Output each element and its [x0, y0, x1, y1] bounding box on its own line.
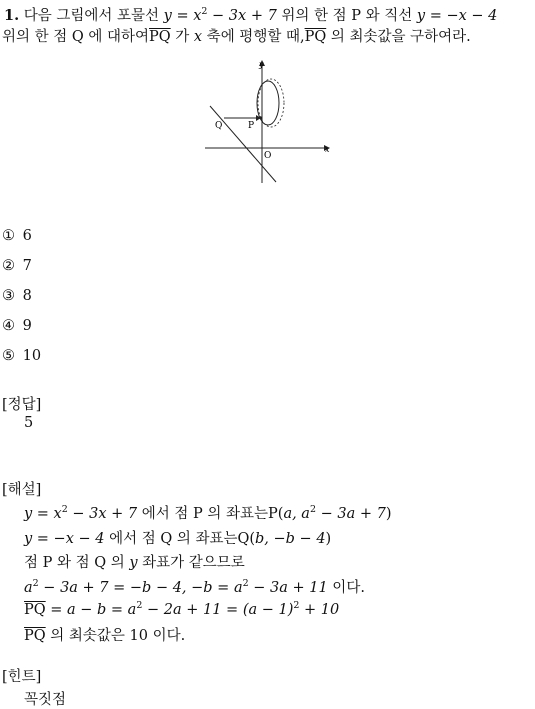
math-expression: − 3a + 7 = −b − 4, −b = a — [38, 580, 243, 596]
choice-value: 6 — [22, 228, 32, 244]
math-exponent: 2 — [293, 600, 300, 611]
answer-heading: [정답] — [2, 397, 42, 413]
question-text: 가 — [170, 29, 194, 45]
hint-value: 꼭짓점 — [24, 692, 67, 708]
math-expression: = a − b = a — [45, 602, 137, 618]
choice-3[interactable] — [2, 288, 32, 304]
label-y: y — [259, 60, 264, 69]
solution-line-5 — [24, 600, 339, 618]
label-p: P — [248, 121, 255, 131]
choice-value: 9 — [22, 318, 32, 334]
question-text: 위의 한 점 Q 에 대하여 — [2, 29, 149, 45]
math-expression: − 2a + 11 = (a − 1) — [142, 602, 294, 618]
math-exponent: 2 — [32, 578, 39, 589]
choice-2[interactable] — [2, 258, 32, 274]
math-exponent: 2 — [61, 504, 68, 515]
math-expression: − 3a + 7 — [316, 506, 386, 522]
choice-value: 10 — [22, 348, 42, 364]
solution-text: ) — [325, 531, 332, 547]
label-origin: O — [264, 151, 272, 161]
solution-text: 점 P 와 점 Q 의 — [24, 555, 130, 571]
math-expression: y = x — [24, 506, 62, 522]
line-graph — [210, 106, 276, 182]
math-expression: − 3x + 7 — [67, 506, 138, 522]
question-text: 다음 그림에서 포물선 — [23, 8, 164, 24]
choice-4[interactable] — [2, 318, 32, 334]
question-text: 의 최솟값을 구하여라. — [326, 29, 471, 45]
segment-pq: $\overline{PQ}$ — [24, 602, 46, 618]
solution-line-6 — [24, 624, 185, 645]
question-line-1 — [4, 4, 497, 25]
answer-value: 5 — [24, 415, 34, 431]
segment-pq: $\overline{PQ}$ — [149, 29, 171, 45]
solution-line-2 — [24, 527, 331, 548]
graph-figure — [200, 58, 335, 188]
solution-text: 좌표가 같으므로 — [137, 555, 245, 571]
solution-text: 에서 점 P 의 좌표는P( — [137, 506, 284, 522]
choice-value: 8 — [22, 288, 32, 304]
choice-mark: ⑤ — [2, 348, 15, 364]
math-exponent: 2 — [242, 578, 249, 589]
solution-text: 이다. — [327, 580, 365, 596]
choice-mark: ② — [2, 258, 15, 274]
question-number: 1. — [4, 7, 20, 24]
solution-line-1 — [24, 502, 392, 523]
segment-pq: $\overline{PQ}$ — [304, 29, 327, 45]
question-line-2 — [2, 25, 471, 46]
math-variable: y — [129, 555, 138, 571]
solution-heading: [해설] — [2, 482, 42, 498]
choice-value: 7 — [22, 258, 32, 274]
choice-1[interactable] — [2, 228, 32, 244]
math-expression: b, −b − 4 — [255, 531, 326, 547]
label-q: Q — [215, 121, 223, 131]
math-expression: y = −x − 4 — [416, 8, 498, 24]
math-expression: y = x — [163, 8, 202, 24]
hint-heading: [힌트] — [2, 669, 42, 685]
math-variable: x — [193, 29, 203, 45]
solution-text: ) — [385, 506, 392, 522]
choice-mark: ③ — [2, 288, 15, 304]
math-expression: a — [24, 580, 33, 596]
solution-text: 에서 점 Q 의 좌표는Q( — [104, 531, 256, 547]
math-expression: − 3a + 11 — [248, 580, 328, 596]
math-expression: y = −x − 4 — [24, 531, 105, 547]
label-x: x — [325, 145, 330, 154]
question-text: 축에 평행할 때, — [202, 29, 305, 45]
solution-text: 의 최솟값은 10 이다. — [45, 628, 186, 644]
choice-mark: ④ — [2, 318, 15, 334]
math-exponent: 2 — [309, 504, 316, 515]
math-expression: − 3x + 7 — [207, 8, 277, 24]
question-text: 위의 한 점 P 와 직선 — [276, 8, 417, 24]
math-expression: + 10 — [299, 602, 340, 618]
math-exponent: 2 — [201, 6, 208, 17]
segment-pq: $\overline{PQ}$ — [24, 628, 46, 644]
math-expression: a, a — [283, 506, 310, 522]
solution-line-4 — [24, 576, 365, 597]
choice-mark: ① — [2, 228, 15, 244]
point-p — [260, 117, 263, 120]
math-exponent: 2 — [136, 600, 143, 611]
solution-line-3 — [24, 551, 245, 572]
choice-5[interactable] — [2, 348, 41, 364]
